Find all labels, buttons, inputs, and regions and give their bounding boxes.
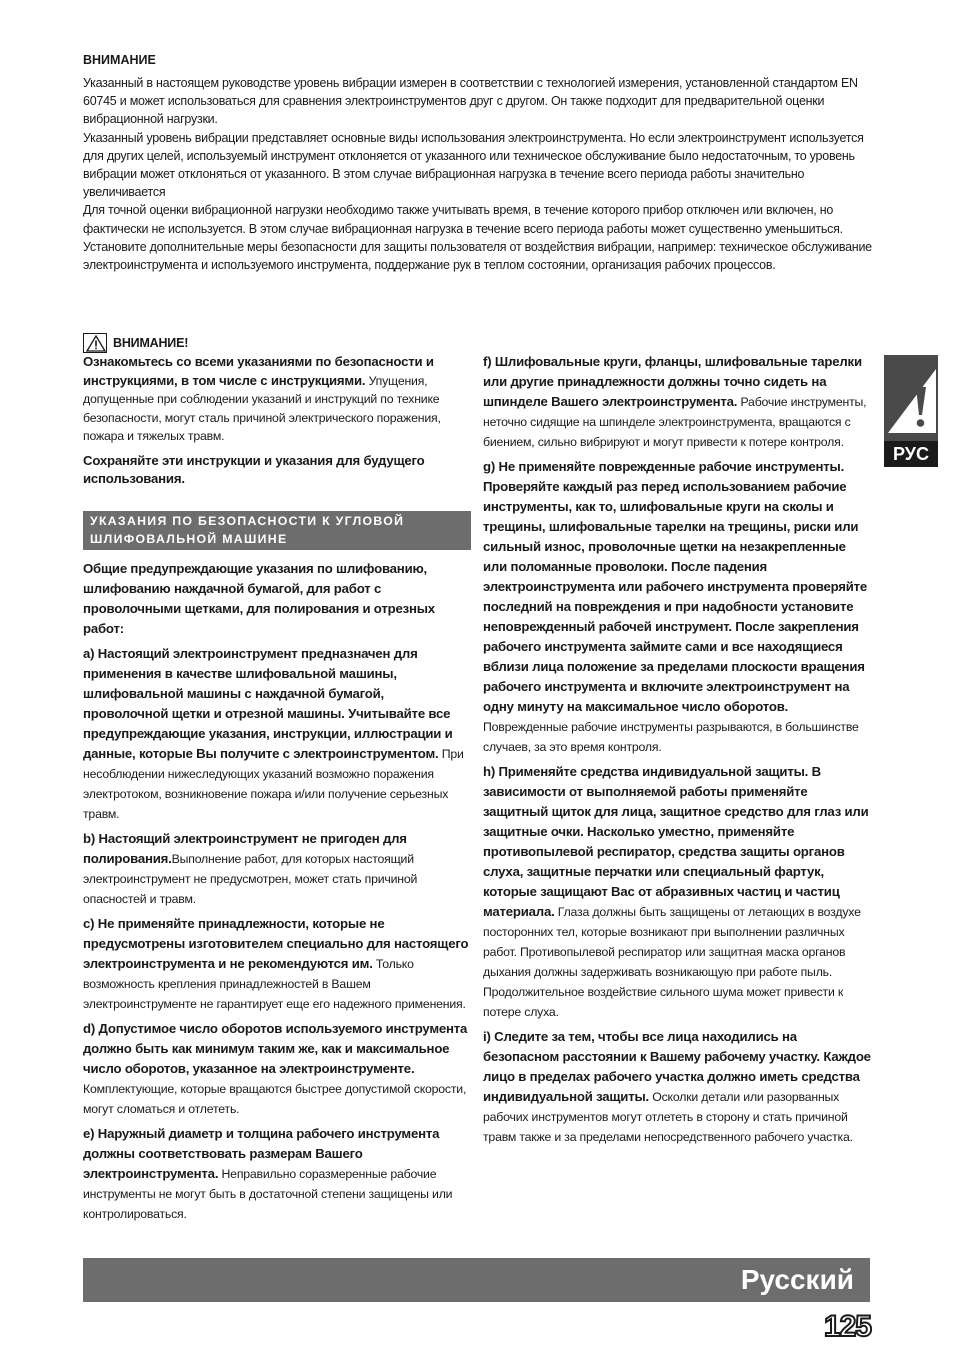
item-g	[483, 457, 871, 757]
item-c-text: Только возможность крепления принадлежностей в Вашем электроинструменте не гарантирует еще его надежного применения.	[83, 956, 466, 1011]
warning-heading-row	[83, 333, 471, 353]
item-f-bold: f) Шлифовальные круги, фланцы, шлифовальные тарелки или другие принадлежности должны точно сидеть на шпинделе Вашего электроинструмента.	[483, 354, 862, 409]
vibration-notice-heading: ВНИМАНИЕ	[83, 53, 156, 67]
item-d-bold: d) Допустимое число оборотов используемого инструмента должно быть как минимум таким же, как и максимальное число оборотов, указанное на электроинструменте.	[83, 1020, 468, 1076]
item-b-bold: b) Настоящий электроинструмент не пригоден для полирования.	[83, 830, 407, 866]
item-e	[83, 1124, 471, 1224]
item-f-text: Рабочие инструменты, неточно сидящие на шпинделе электроинструмента, вращаются с биением, сильно вибрируют и могут привести к потере контроля.	[483, 395, 867, 449]
item-d-text: Комплектующие, которые вращаются быстрее допустимой скорости, могут сломаться и отлететь.	[83, 1081, 467, 1116]
item-g-bold: g) Не применяйте поврежденные рабочие инструменты. Проверяйте каждый раз перед использованием рабочие инструменты, как то, шлифовальные круги на сколы и трещины, шлифовальные тарелки на трещины, риски или сильный износ, проволочные щетки на незакрепленные или поломанные проволоки. После падения электроинструмента или рабочего инструмента проверяйте последний на повреждения и при надобности установите неповрежденный рабочей инструмент. После закрепления рабочего инструмента займите сами и все находящиеся вблизи лица положение за пределами плоскости вращения рабочего инструмента и включите электроинструмент на одну минуту на максимальное число оборотов.	[483, 459, 868, 714]
item-f	[483, 352, 871, 452]
section-title-line-1: УКАЗАНИЯ ПО БЕЗОПАСНОСТИ К УГЛОВОЙ	[90, 513, 405, 528]
page-number: 125	[823, 1310, 871, 1343]
item-h	[483, 762, 871, 1022]
vibration-paragraph-1: Указанный в настоящем руководстве уровень вибрации измерен в соответствии с технологией измерения, установленной стандартом EN 60745 и может использоваться для сравнения электроинструментов друг с другом. Он также подходит для предварительной оценки вибрационной нагрузки.	[83, 76, 858, 127]
item-d	[83, 1019, 471, 1119]
item-i	[483, 1027, 871, 1147]
section-intro-text: Общие предупреждающие указания по шлифованию, шлифованию наждачной бумагой, для работ с проволочными щетками, для полирования и отрезных работ:	[83, 560, 435, 636]
item-a-bold: a) Настоящий электроинструмент предназначен для применения в качестве шлифовальной машины, шлифовальной машины с наждачной бумагой, проволочной щетки и отрезной машины. Учитывайте все предупреждающие указания, инструкции, иллюстрации и данные, которые Вы получите с электроинструментом.	[83, 645, 453, 761]
item-h-bold: h) Применяйте средства индивидуальной защиты. В зависимости от выполняемой работы применяйте защитный щиток для лица, защитное средство для глаз или защитные очки. Насколько уместно, применяйте противопылевой респиратор, средства защиты органов слуха, защитные перчатки или специальный фартук, которые защищают Вас от абразивных частиц и частиц материала.	[483, 764, 869, 919]
language-tab-label: РУС	[884, 441, 938, 467]
warning-heading: ВНИМАНИЕ!	[113, 336, 189, 350]
item-h-text: Глаза должны быть защищены от летающих в воздухе посторонних тел, которые возникают при выполнении различных работ. Противопылевой респиратор или защитная маска органов дыхания должны задерживать возникающую при работе пыль. Продолжительное воздействие сильного шума может привести к потере слуха.	[483, 905, 861, 1019]
vibration-notice	[83, 52, 873, 274]
item-g-text: Поврежденные рабочие инструменты разрываются, в большинстве случаев, за это время контроля.	[483, 720, 859, 754]
footer-language-label: Русский	[740, 1264, 854, 1295]
language-side-tab	[884, 355, 938, 467]
vibration-paragraph-3: Для точной оценки вибрационной нагрузки необходимо также учитывать время, в течение которого прибор отключен или включен, но фактически не используется. В этом случае вибрационная нагрузка в течение всего периода работы может существенно уменьшиться.	[83, 203, 843, 236]
section-intro	[83, 559, 471, 639]
vibration-paragraph-2: Указанный уровень вибрации представляет основные виды использования электроинструмента. Но если электроинструмент используется для других целей, используемый инструмент отклоняется от указанного или техническое обслуживание было недостаточным, то уровень вибрации может отклоняться от указанного. В этом случае вибрационная нагрузка в течение всего периода работы значительно увеличивается	[83, 130, 864, 200]
item-i-bold: i) Следите за тем, чтобы все лица находились на безопасном расстоянии к Вашему рабочему участку. Каждое лицо в пределах рабочего участка должно иметь средства индивидуальной защиты.	[483, 1029, 871, 1104]
item-i-text: Осколки детали или разорванных рабочих инструментов могут отлететь в сторону и стать причиной травм также и за пределами непосредственного рабочего участка.	[483, 1090, 853, 1144]
left-column	[83, 333, 471, 1229]
warning-paragraph-2	[83, 452, 471, 489]
warning-exclamation-icon	[886, 365, 938, 437]
item-b-text: Выполнение работ, для которых настоящий электроинструмент не предусмотрен, может стать причиной опасностей и травм.	[83, 851, 418, 906]
warning-p1-bold: Ознакомьтесь со всеми указаниями по безопасности и инструкциями, в том числе с инструкциями.	[83, 354, 434, 388]
vibration-paragraph-4: Установите дополнительные меры безопасности для защиты пользователя от воздействия вибрации, например: техническое обслуживание электроинструмента и используемого инструмента, поддержание рук в теплом состоянии, организация рабочих процессов.	[83, 239, 872, 273]
section-title-bar	[83, 511, 471, 550]
item-c-bold: c) Не применяйте принадлежности, которые не предусмотрены изготовителем специально для настоящего электроинструмента и не рекомендуются им.	[83, 915, 469, 971]
item-c	[83, 914, 471, 1014]
warning-triangle-icon	[83, 333, 107, 353]
item-a-text: При несоблюдении нижеследующих указаний возможно поражения электротоком, возникновение пожара и/или получение серьезных травм.	[83, 746, 464, 821]
section-title-line-2: ШЛИФОВАЛЬНОЙ МАШИНЕ	[90, 531, 288, 546]
right-column	[483, 352, 871, 1152]
warning-paragraph-1	[83, 353, 471, 446]
footer-language-bar	[83, 1258, 870, 1302]
warning-p2-bold: Сохраняйте эти инструкции и указания для будущего использования.	[83, 452, 425, 486]
item-e-text: Неправильно соразмеренные рабочие инструменты не могут быть в достаточной степени защищены или контролироваться.	[83, 1166, 453, 1221]
warning-p1-text: Упущения, допущенные при соблюдении указаний и инструкций по технике безопасности, могут сталь причиной электрического поражения, пожара и тяжелых травм.	[83, 373, 441, 443]
item-e-bold: e) Наружный диаметр и толщина рабочего инструмента должны соответствовать размерам Вашего электроинструмента.	[83, 1125, 440, 1181]
item-b	[83, 829, 471, 909]
item-a	[83, 644, 471, 824]
